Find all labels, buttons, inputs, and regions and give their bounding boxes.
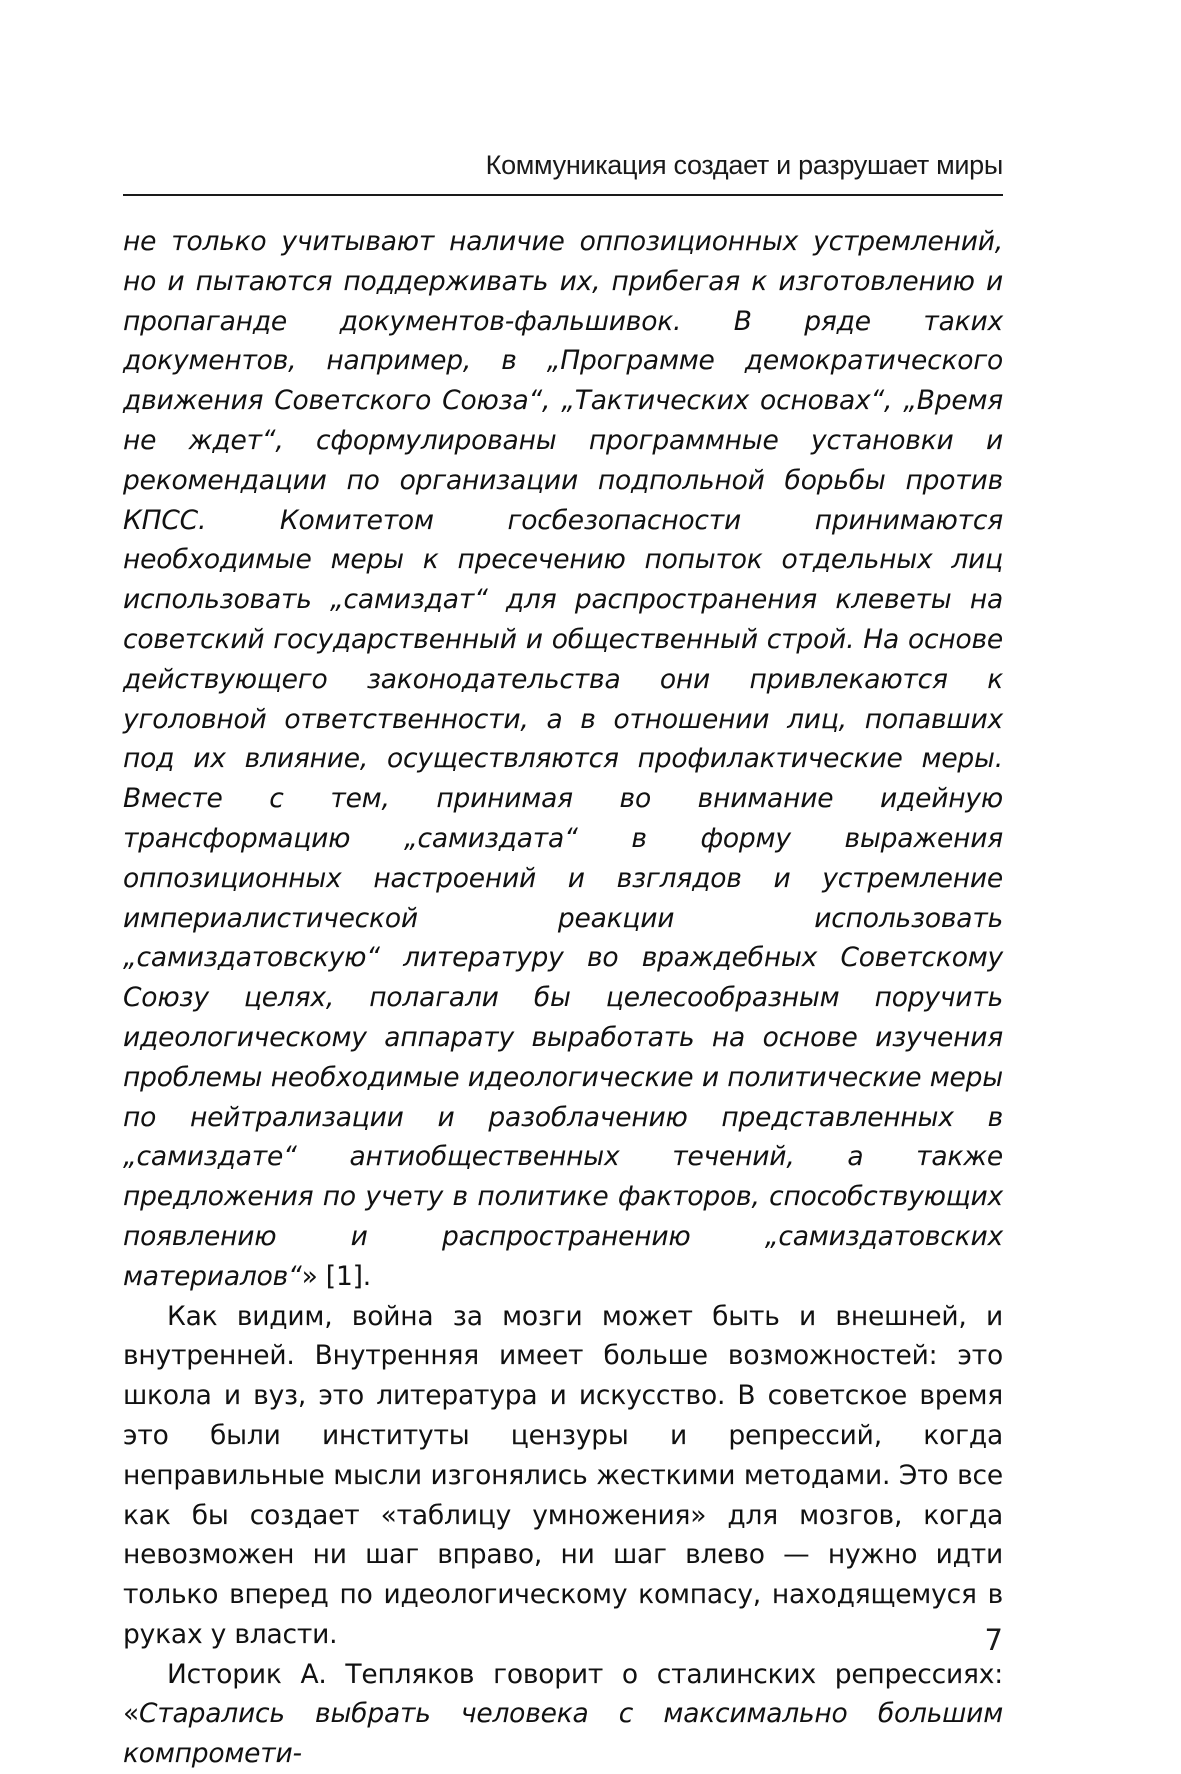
citation-reference: » [1].: [301, 1260, 371, 1292]
running-title: Коммуникация создает и разрушает миры: [485, 150, 1003, 180]
quote-paragraph: [123, 222, 1003, 1297]
historian-lead-text: Историк А. Тепляков говорит о сталинских репрессиях: «: [123, 1658, 1003, 1730]
paragraph-historian: [123, 1655, 1003, 1774]
historian-quote-text: Старались выбрать человека с максимально большим компромети-: [123, 1698, 1003, 1770]
quote-text: не только учитывают наличие оппозиционных устремлений, но и пытаются поддерживать их, прибегая к изготовлению и пропаганде документов-фальшивок. В ряде таких документов, например, в „Программе демократического движения Советского Союза“, „Тактических основах“, „Время не ждет“, сформулированы программные установки и рекомендации по организации подпольной борьбы против КПСС. Комитетом госбезопасности принимаются необходимые меры к пресечению попыток отдельных лиц использовать „самиздат“ для распространения клеветы на советский государственный и общественный строй. На основе действующего законодательства они привлекаются к уголовной ответственности, а в отношении лиц, попавших под их влияние, осуществляются профилактические меры. Вместе с тем, принимая во внимание идейную трансформацию „самиздата“ в форму выражения оппозиционных настроений и взглядов и устремление империалистической реакции использовать „самиздатовскую“ литературу во враждебных Советскому Союзу целях, полагали бы целесообразным поручить идеологическому аппарату выработать на основе изучения проблемы необходимые идеологические и политические меры по нейтрализации и разоблачению представленных в „самиздате“ антиобщественных течений, а также предложения по учету в политике факторов, способствующих появлению и распространению „самиздатовских материалов“: [123, 226, 1003, 1292]
paragraph-brain-war: Как видим, война за мозги может быть и внешней, и внутренней. Внутренняя имеет больше возможностей: это школа и вуз, это литература и искусство. В советское время это были институты цензуры и репрессий, когда неправильные мысли изгонялись жесткими методами. Это все как бы создает «таблицу умножения» для мозгов, когда невозможен ни шаг вправо, ни шаг влево — нужно идти только вперед по идеологическому компасу, находящемуся в руках у власти.: [123, 1300, 1003, 1650]
page-body: [123, 222, 1003, 1774]
page-number: 7: [984, 1623, 1003, 1657]
header-rule: [123, 194, 1003, 196]
